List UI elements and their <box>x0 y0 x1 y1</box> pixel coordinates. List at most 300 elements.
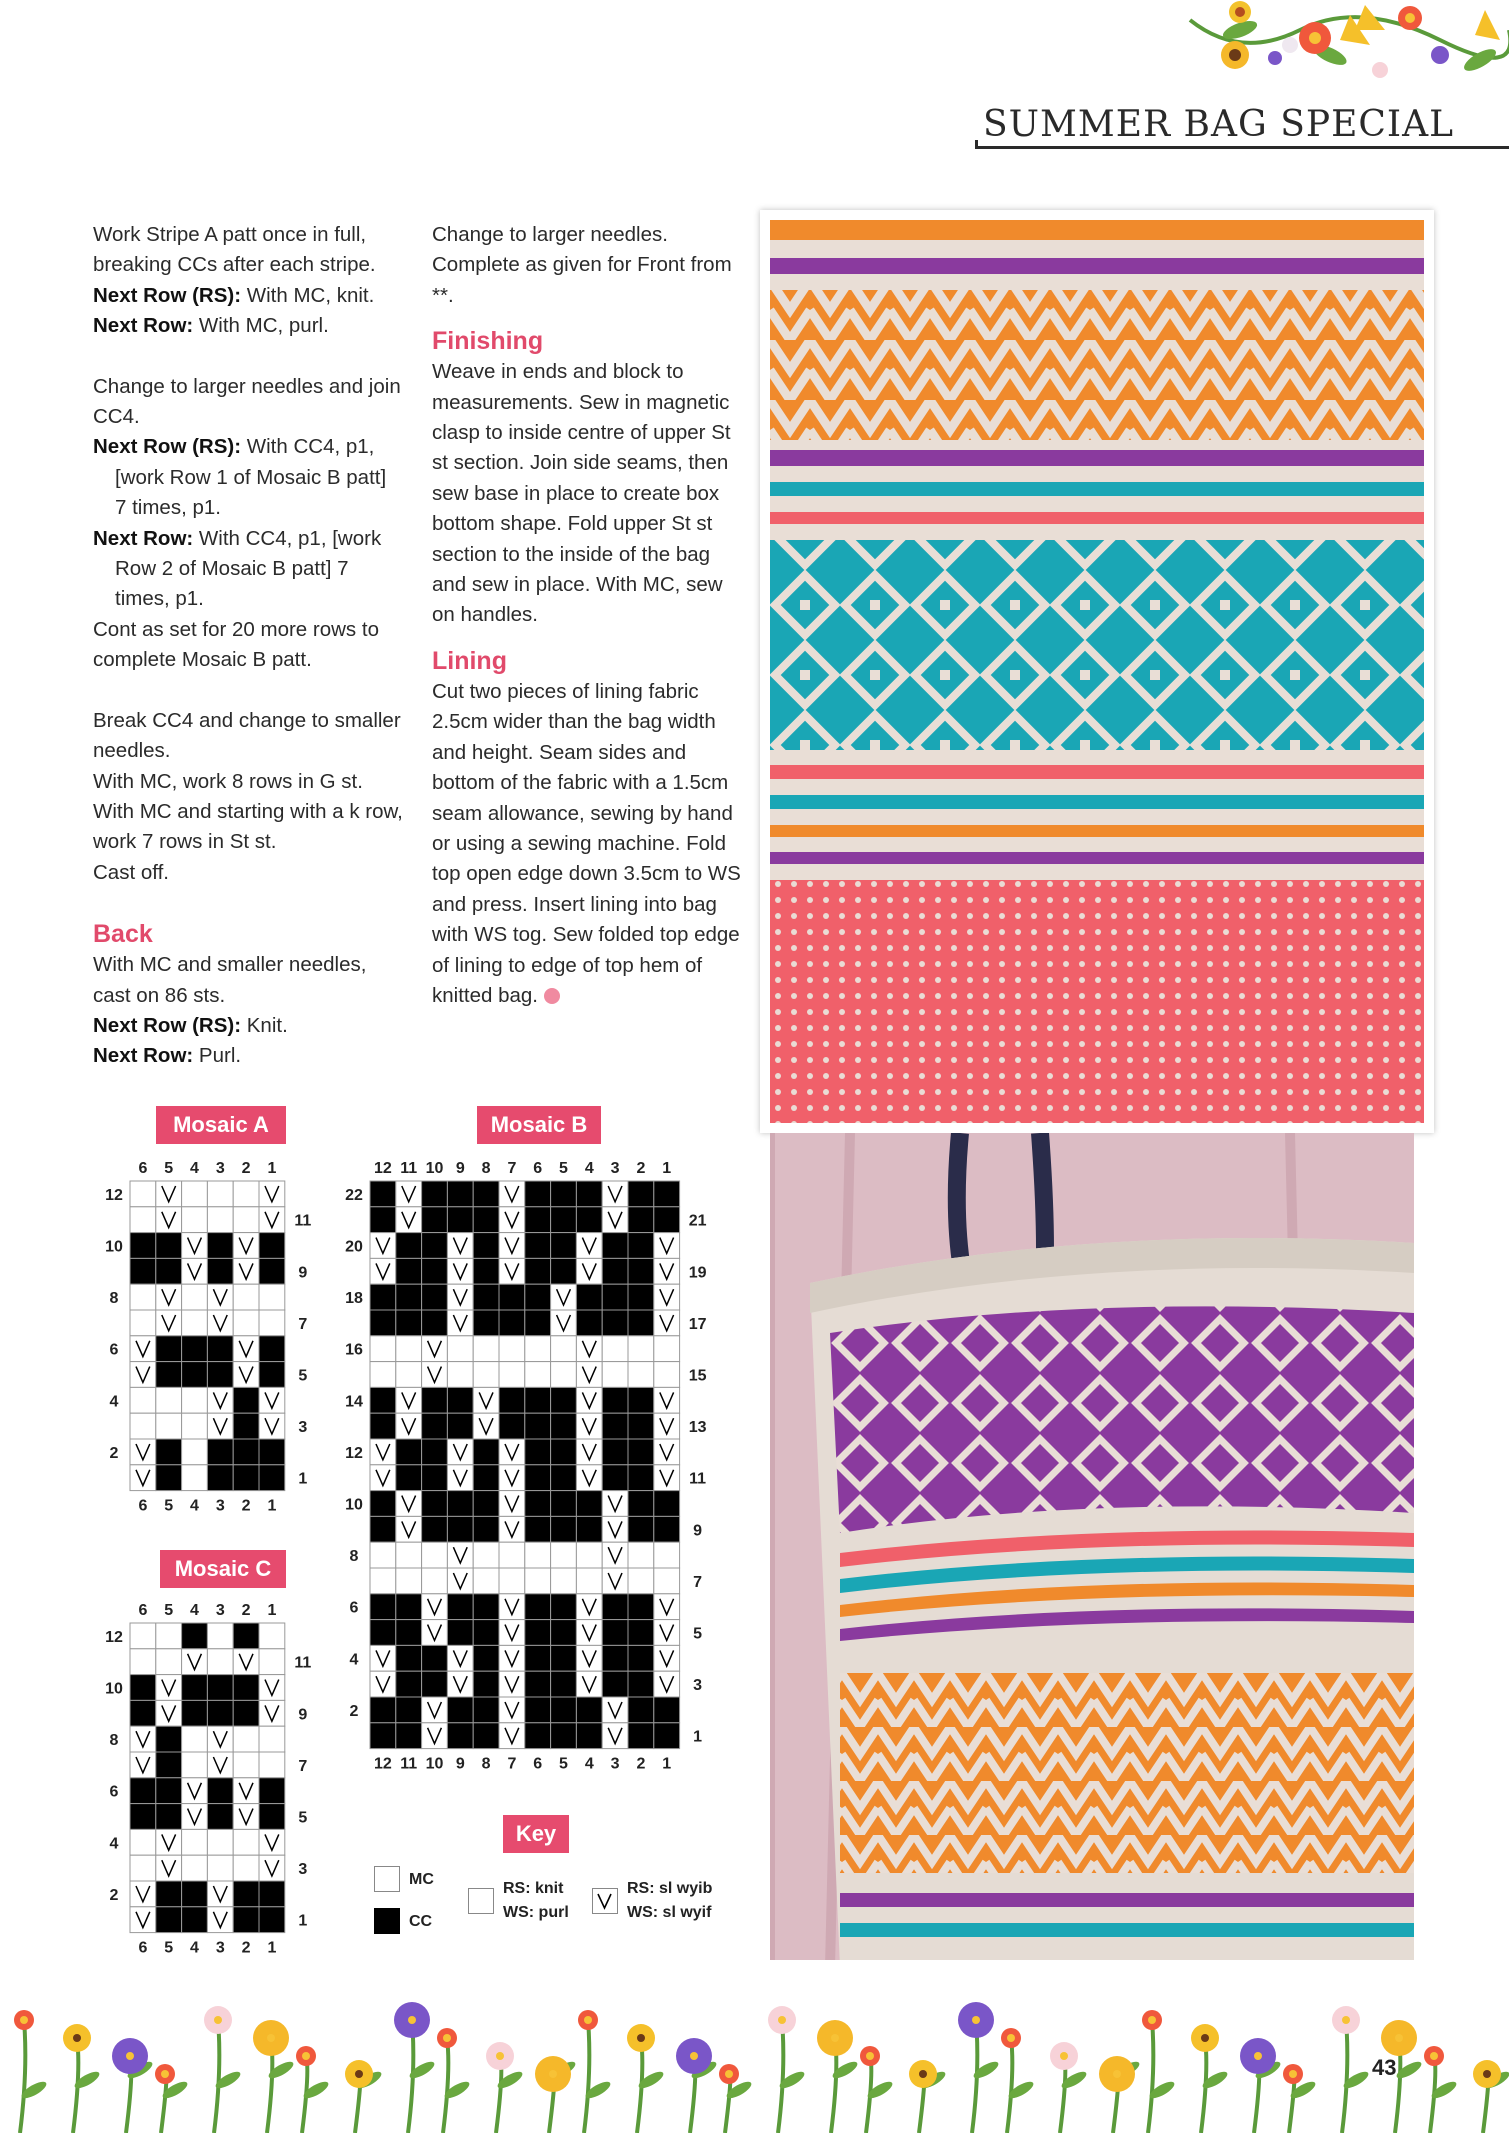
row-text: With MC, knit. <box>241 283 375 307</box>
yarn-ball-icon <box>544 988 560 1004</box>
cc-cell <box>370 1207 396 1233</box>
mc-cell <box>422 1568 448 1594</box>
cc-cell <box>396 1258 422 1284</box>
row-label: Next Row: <box>93 1044 194 1068</box>
column-number: 6 <box>138 1497 148 1515</box>
cc-cell <box>156 1439 182 1465</box>
column-number: 4 <box>584 1755 594 1773</box>
column-number: 6 <box>533 1755 543 1773</box>
cc-cell <box>628 1284 654 1310</box>
mc-cell <box>499 1336 525 1362</box>
mc-cell <box>447 1336 473 1362</box>
mosaic-b-title: Mosaic B <box>477 1106 601 1144</box>
mc-cell <box>654 1336 680 1362</box>
cc-cell <box>499 1387 525 1413</box>
column-number: 5 <box>164 1602 174 1619</box>
row-number: 8 <box>349 1548 359 1566</box>
cc-cell <box>396 1439 422 1465</box>
row-number: 3 <box>693 1677 703 1695</box>
row-number: 5 <box>298 1367 308 1385</box>
mosaic-a-title: Mosaic A <box>156 1106 286 1144</box>
lining-text: Cut two pieces of lining fabric 2.5cm wider than the bag width and height. Seam sides and bottom of the fabric with a 1.5cm seam allowance, sewing by hand or using a sewing machine. Fold top open edge down 3.5cm to WS and press. Insert lining into bag with WS tog. Sew folded top edge of lining to edge of top hem of knitted bag. <box>432 679 741 1007</box>
column-number: 4 <box>190 1602 199 1619</box>
cc-cell <box>156 1752 182 1778</box>
cc-cell <box>602 1671 628 1697</box>
column-number: 1 <box>662 1755 672 1773</box>
cc-cell <box>551 1645 577 1671</box>
cc-cell <box>130 1258 156 1284</box>
mc-cell <box>499 1568 525 1594</box>
column-number: 5 <box>559 1160 568 1177</box>
cc-cell <box>628 1491 654 1517</box>
row-number: 10 <box>105 1238 123 1256</box>
mc-cell <box>130 1181 156 1207</box>
mosaic-a-chart <box>100 1155 319 1526</box>
cc-cell <box>628 1671 654 1697</box>
cc-cell <box>628 1465 654 1491</box>
mc-cell <box>370 1568 396 1594</box>
cc-cell <box>525 1697 551 1723</box>
cc-cell <box>525 1594 551 1620</box>
cc-cell <box>551 1620 577 1646</box>
mc-cell <box>233 1207 259 1233</box>
mc-cell <box>207 1855 233 1881</box>
row-number: 6 <box>109 1783 119 1801</box>
row-number: 3 <box>298 1419 308 1437</box>
cc-cell <box>130 1700 156 1726</box>
cc-cell <box>602 1620 628 1646</box>
bag-image <box>770 1133 1414 1967</box>
cc-cell <box>422 1207 448 1233</box>
cc-cell <box>551 1594 577 1620</box>
mc-label: MC <box>409 1871 434 1888</box>
mc-cell <box>499 1362 525 1388</box>
mc-cell <box>233 1752 259 1778</box>
cc-cell <box>156 1804 182 1830</box>
header-rule <box>975 146 1509 149</box>
column-number: 7 <box>507 1755 517 1773</box>
cc-cell <box>447 1594 473 1620</box>
cc-cell <box>551 1413 577 1439</box>
mc-cell <box>259 1310 285 1336</box>
mc-cell <box>130 1310 156 1336</box>
cc-cell <box>473 1233 499 1259</box>
cc-cell <box>628 1413 654 1439</box>
cc-cell <box>602 1594 628 1620</box>
column-number: 1 <box>267 1939 277 1957</box>
cc-cell <box>551 1465 577 1491</box>
cc-label: CC <box>409 1913 433 1930</box>
cc-cell <box>396 1465 422 1491</box>
mosaic-c-title: Mosaic C <box>160 1550 286 1588</box>
mc-cell <box>447 1362 473 1388</box>
mc-cell <box>182 1752 208 1778</box>
ws-purl-label: WS: purl <box>503 1904 569 1921</box>
ws-sl-label: WS: sl wyif <box>627 1904 712 1921</box>
page-number: 43 <box>1372 2055 1397 2080</box>
cc-cell <box>422 1387 448 1413</box>
mc-cell <box>473 1336 499 1362</box>
column-number: 3 <box>215 1939 225 1957</box>
cc-cell <box>422 1310 448 1336</box>
cc-cell <box>422 1181 448 1207</box>
row-number: 1 <box>298 1470 308 1488</box>
mc-cell <box>182 1439 208 1465</box>
cc-cell <box>628 1723 654 1749</box>
column-number: 6 <box>138 1160 148 1177</box>
cc-cell <box>156 1726 182 1752</box>
mc-cell <box>654 1362 680 1388</box>
cc-cell <box>233 1700 259 1726</box>
cc-cell <box>447 1207 473 1233</box>
cc-cell <box>370 1723 396 1749</box>
mc-cell <box>396 1336 422 1362</box>
row-number: 1 <box>693 1728 703 1746</box>
cc-cell <box>551 1258 577 1284</box>
cc-cell <box>422 1465 448 1491</box>
mc-cell <box>576 1568 602 1594</box>
row-number: 20 <box>345 1238 363 1256</box>
cc-cell <box>396 1671 422 1697</box>
cc-cell <box>233 1465 259 1491</box>
text-column-2 <box>432 220 747 1011</box>
cc-cell <box>602 1387 628 1413</box>
row-number: 17 <box>688 1315 707 1333</box>
row-number: 22 <box>345 1186 363 1204</box>
cc-cell <box>130 1233 156 1259</box>
cc-cell <box>422 1413 448 1439</box>
cc-cell <box>182 1675 208 1701</box>
column-number: 8 <box>481 1755 491 1773</box>
row-number: 5 <box>298 1809 308 1827</box>
cc-cell <box>259 1778 285 1804</box>
cc-cell <box>602 1233 628 1259</box>
instruction-row <box>93 281 403 311</box>
cc-cell <box>551 1233 577 1259</box>
column-number: 4 <box>584 1160 594 1177</box>
bag-photo <box>770 1133 1414 1967</box>
row-number: 12 <box>345 1444 363 1462</box>
cc-cell <box>602 1439 628 1465</box>
column-number: 5 <box>164 1497 174 1515</box>
cc-cell <box>654 1697 680 1723</box>
cc-cell <box>602 1645 628 1671</box>
cc-cell <box>525 1413 551 1439</box>
cc-cell <box>207 1804 233 1830</box>
paragraph: Change to larger needles and join CC4. <box>93 374 401 429</box>
cc-cell <box>156 1465 182 1491</box>
floral-footer <box>0 1960 1509 2133</box>
cc-cell <box>422 1645 448 1671</box>
mc-cell <box>182 1829 208 1855</box>
column-number: 11 <box>400 1160 418 1177</box>
cc-cell <box>473 1310 499 1336</box>
cc-cell <box>370 1284 396 1310</box>
column-number: 4 <box>190 1939 199 1957</box>
column-number: 10 <box>425 1755 444 1773</box>
cc-cell <box>370 1387 396 1413</box>
column-number: 3 <box>610 1160 620 1177</box>
mc-cell <box>628 1568 654 1594</box>
cc-cell <box>422 1671 448 1697</box>
column-number: 4 <box>190 1160 199 1177</box>
cc-cell <box>422 1258 448 1284</box>
paragraph: With MC and smaller needles, cast on 86 sts. <box>93 953 367 1007</box>
column-number: 2 <box>636 1755 646 1773</box>
paragraph: Break CC4 and change to smaller needles. <box>93 708 401 763</box>
mc-cell <box>182 1181 208 1207</box>
cc-cell <box>182 1336 208 1362</box>
mc-cell <box>628 1336 654 1362</box>
paragraph: Cast off. <box>93 860 169 884</box>
row-number: 8 <box>109 1732 119 1750</box>
cc-cell <box>182 1623 208 1649</box>
cc-cell <box>473 1258 499 1284</box>
column-number: 3 <box>215 1602 225 1619</box>
cc-cell <box>422 1284 448 1310</box>
row-number: 12 <box>105 1628 123 1646</box>
cc-cell <box>396 1284 422 1310</box>
cc-cell <box>130 1804 156 1830</box>
cc-cell <box>156 1907 182 1933</box>
mc-cell <box>473 1568 499 1594</box>
cc-cell <box>602 1284 628 1310</box>
cc-cell <box>602 1310 628 1336</box>
cc-cell <box>447 1723 473 1749</box>
mc-cell <box>551 1336 577 1362</box>
mc-cell <box>207 1649 233 1675</box>
cc-cell <box>473 1645 499 1671</box>
cc-cell <box>576 1516 602 1542</box>
row-number: 11 <box>294 1212 312 1230</box>
mosaic-b-chart <box>340 1155 714 1784</box>
cc-cell <box>551 1207 577 1233</box>
cc-cell <box>207 1700 233 1726</box>
row-number: 9 <box>693 1522 703 1540</box>
cc-cell <box>525 1207 551 1233</box>
cc-cell <box>654 1207 680 1233</box>
cc-cell <box>525 1671 551 1697</box>
mc-cell <box>130 1413 156 1439</box>
row-number: 10 <box>345 1496 363 1514</box>
cc-cell <box>654 1516 680 1542</box>
mc-cell <box>130 1387 156 1413</box>
mc-cell <box>628 1542 654 1568</box>
chart-grid <box>100 1597 319 1963</box>
mc-cell <box>525 1542 551 1568</box>
mc-cell <box>396 1542 422 1568</box>
row-number: 7 <box>298 1315 308 1333</box>
row-number: 9 <box>298 1706 308 1724</box>
mc-cell <box>628 1362 654 1388</box>
mc-cell <box>207 1829 233 1855</box>
row-number: 5 <box>693 1625 703 1643</box>
mc-cell <box>207 1207 233 1233</box>
cc-cell <box>551 1671 577 1697</box>
mc-cell <box>233 1855 259 1881</box>
mc-cell <box>233 1726 259 1752</box>
mc-cell <box>182 1726 208 1752</box>
cc-cell <box>473 1207 499 1233</box>
mc-cell <box>182 1207 208 1233</box>
cc-cell <box>207 1465 233 1491</box>
cc-cell <box>259 1881 285 1907</box>
row-number: 2 <box>109 1444 119 1462</box>
cc-cell <box>156 1362 182 1388</box>
cc-cell <box>233 1881 259 1907</box>
mc-cell <box>551 1568 577 1594</box>
cc-cell <box>447 1697 473 1723</box>
cc-cell <box>259 1336 285 1362</box>
cc-cell <box>551 1491 577 1517</box>
mc-cell <box>259 1752 285 1778</box>
column-number: 1 <box>267 1602 277 1619</box>
cc-cell <box>576 1491 602 1517</box>
chart-grid <box>100 1155 319 1521</box>
row-number: 21 <box>688 1212 707 1230</box>
mc-cell <box>551 1362 577 1388</box>
cc-cell <box>473 1491 499 1517</box>
row-number: 1 <box>298 1912 308 1930</box>
mc-cell <box>370 1542 396 1568</box>
column-number: 12 <box>374 1160 392 1177</box>
cc-cell <box>576 1284 602 1310</box>
mc-cell <box>422 1542 448 1568</box>
cc-cell <box>447 1387 473 1413</box>
mosaic-c-chart <box>100 1597 319 1968</box>
mc-cell <box>130 1829 156 1855</box>
cc-cell <box>499 1413 525 1439</box>
slip-v-icon <box>593 1889 616 1912</box>
cc-cell <box>628 1181 654 1207</box>
mc-cell <box>576 1542 602 1568</box>
row-text: Purl. <box>193 1044 242 1068</box>
cc-cell <box>576 1697 602 1723</box>
cc-cell <box>130 1675 156 1701</box>
cc-cell <box>525 1387 551 1413</box>
row-number: 11 <box>689 1470 707 1488</box>
rs-sl-label: RS: sl wyib <box>627 1880 713 1897</box>
cc-cell <box>259 1465 285 1491</box>
cc-cell <box>499 1310 525 1336</box>
lining-heading: Lining <box>432 646 507 675</box>
column-number: 9 <box>455 1160 465 1177</box>
cc-cell <box>207 1362 233 1388</box>
rs-knit-label: RS: knit <box>503 1880 564 1897</box>
cc-cell <box>525 1723 551 1749</box>
cc-cell <box>473 1697 499 1723</box>
column-number: 3 <box>215 1160 225 1177</box>
column-number: 6 <box>138 1602 148 1619</box>
cc-cell <box>182 1700 208 1726</box>
row-number: 7 <box>298 1757 308 1775</box>
cc-cell <box>422 1439 448 1465</box>
cc-cell <box>576 1310 602 1336</box>
mc-cell <box>551 1542 577 1568</box>
mc-cell <box>207 1623 233 1649</box>
instruction-row <box>93 524 403 615</box>
cc-cell <box>233 1439 259 1465</box>
cc-cell <box>525 1491 551 1517</box>
mc-cell <box>396 1362 422 1388</box>
cc-cell <box>551 1439 577 1465</box>
mc-cell <box>130 1207 156 1233</box>
mc-cell <box>233 1284 259 1310</box>
cc-cell <box>447 1413 473 1439</box>
cc-cell <box>259 1233 285 1259</box>
row-number: 15 <box>688 1367 707 1385</box>
mc-cell <box>259 1726 285 1752</box>
row-text: With MC, purl. <box>193 314 329 338</box>
column-number: 3 <box>215 1497 225 1515</box>
mc-cell <box>182 1855 208 1881</box>
cc-cell <box>370 1181 396 1207</box>
mc-cell <box>156 1413 182 1439</box>
instruction-row <box>93 311 403 341</box>
cc-cell <box>499 1284 525 1310</box>
column-number: 12 <box>374 1755 392 1773</box>
row-label: Next Row: <box>93 314 194 338</box>
mc-cell <box>602 1336 628 1362</box>
mc-cell <box>233 1310 259 1336</box>
cc-cell <box>525 1439 551 1465</box>
cc-cell <box>207 1233 233 1259</box>
cc-swatch <box>374 1908 400 1934</box>
cc-cell <box>156 1233 182 1259</box>
mc-cell <box>207 1181 233 1207</box>
mc-swatch <box>374 1866 400 1892</box>
cc-cell <box>654 1491 680 1517</box>
instruction-row <box>93 1011 403 1041</box>
mc-cell <box>259 1649 285 1675</box>
column-number: 5 <box>164 1939 174 1957</box>
back-heading: Back <box>93 920 153 949</box>
row-label: Next Row: <box>93 526 194 550</box>
cc-cell <box>628 1310 654 1336</box>
cc-cell <box>551 1516 577 1542</box>
cc-cell <box>422 1516 448 1542</box>
column-number: 2 <box>636 1160 646 1177</box>
column-number: 3 <box>610 1755 620 1773</box>
cc-cell <box>233 1623 259 1649</box>
column-number: 2 <box>241 1160 251 1177</box>
cc-cell <box>207 1778 233 1804</box>
cc-cell <box>370 1697 396 1723</box>
paragraph: With MC, work 8 rows in G st. <box>93 769 363 793</box>
cc-cell <box>525 1284 551 1310</box>
row-number: 9 <box>298 1264 308 1282</box>
mc-cell <box>130 1649 156 1675</box>
cc-cell <box>525 1310 551 1336</box>
mc-cell <box>602 1362 628 1388</box>
cc-cell <box>259 1258 285 1284</box>
mc-cell <box>396 1568 422 1594</box>
cc-cell <box>628 1439 654 1465</box>
mc-cell <box>182 1413 208 1439</box>
cc-cell <box>473 1284 499 1310</box>
mc-cell <box>130 1284 156 1310</box>
cc-cell <box>525 1516 551 1542</box>
mc-cell <box>370 1362 396 1388</box>
cc-cell <box>207 1439 233 1465</box>
cc-cell <box>473 1671 499 1697</box>
row-number: 6 <box>109 1341 119 1359</box>
column-number: 8 <box>481 1160 491 1177</box>
mc-cell <box>259 1284 285 1310</box>
cc-cell <box>576 1207 602 1233</box>
paragraph: Change to larger needles. Complete as given for Front from **. <box>432 223 732 307</box>
cc-cell <box>207 1336 233 1362</box>
